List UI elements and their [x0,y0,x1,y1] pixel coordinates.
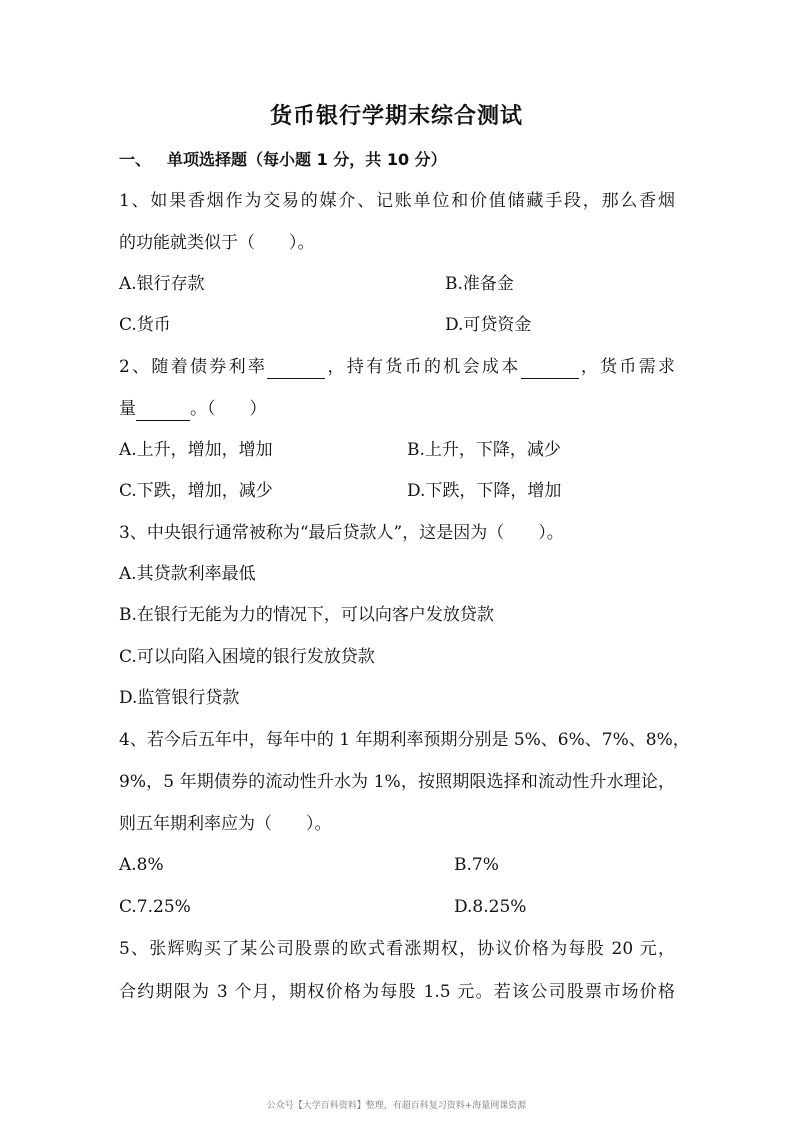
q4-option-b: B.7% [454,855,499,875]
q1-option-d: D.可贷资金 [445,315,532,335]
q2-stem-line2 [119,397,267,421]
q1-option-b: B.准备金 [445,274,514,294]
section-number: 一、 [119,150,152,169]
q3-option-c: C.可以向陷入困境的银行发放贷款 [119,647,375,667]
q2-part4: 量 [119,399,136,419]
footer-watermark: 公众号【大学百科资料】整理，有超百科复习资料+海量网课资源 [266,1101,527,1111]
q4-option-c: C.7.25% [119,897,191,917]
q1-option-a: A.银行存款 [119,274,205,294]
section-heading [119,148,447,172]
q2-option-c: C.下跌，增加，减少 [119,481,273,501]
q3-stem: 3、中央银行通常被称为“最后贷款人”，这是因为（ ）。 [119,523,564,543]
q4-stem-line2: 9%，5 年期债券的流动性升水为 1%，按照期限选择和流动性升水理论， [119,772,675,792]
q2-stem-line1 [119,355,675,379]
q4-stem-line3: 则五年期利率应为（ ）。 [119,814,332,834]
q2-part3: ，货币需求 [578,357,676,377]
q2-part1: 2、随着债券利率 [119,357,268,377]
q3-option-b: B.在银行无能为力的情况下，可以向客户发放贷款 [119,605,494,625]
q2-blank-3 [136,402,190,421]
q1-option-c: C.货币 [119,315,171,335]
q2-part5: 。（ ） [190,399,267,419]
q4-stem-line1: 4、若今后五年中，每年中的 1 年期利率预期分别是 5%、6%、7%、8%， [119,730,690,750]
q2-part2: ，持有货币的机会成本 [325,357,521,377]
page-title: 货币银行学期末综合测试 [269,104,523,129]
q2-option-b: B.上升，下降，减少 [407,440,561,460]
q2-blank-2 [521,360,579,379]
q1-stem-line1: 1、如果香烟作为交易的媒介、记账单位和价值储藏手段，那么香烟 [119,191,675,211]
q2-blank-1 [267,360,325,379]
q4-option-d: D.8.25% [454,897,527,917]
q3-option-d: D.监管银行贷款 [119,688,240,708]
q3-option-a: A.其贷款利率最低 [119,564,256,584]
q4-option-a: A.8% [119,855,164,875]
q5-stem-line2: 合约期限为 3 个月，期权价格为每股 1.5 元。若该公司股票市场价格 [119,982,675,1002]
q2-option-d: D.下跌，下降，增加 [407,481,562,501]
section-label: 单项选择题（每小题 1 分，共 10 分） [167,150,447,169]
q5-stem-line1: 5、张辉购买了某公司股票的欧式看涨期权，协议价格为每股 20 元， [119,939,675,959]
q1-stem-line2: 的功能就类似于（ ）。 [119,233,315,253]
q2-option-a: A.上升，增加，增加 [119,440,273,460]
